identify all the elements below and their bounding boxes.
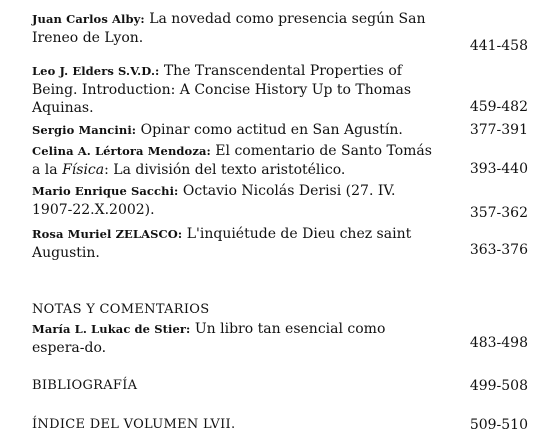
entry-pages: 393-440 xyxy=(469,161,528,177)
toc-entry xyxy=(32,142,432,179)
entry-author: Sergio Mancini: xyxy=(32,123,137,137)
entry-title: The Transcendental Properties of Being. Introduction: A Concise History Up to Thomas Aquinas. xyxy=(32,63,411,116)
indice-heading: ÍNDICE DEL VOLUMEN LVII. xyxy=(32,417,236,432)
toc-entry xyxy=(32,320,432,357)
toc-entry xyxy=(32,182,432,219)
bibliografia-pages: 499-508 xyxy=(469,378,528,394)
entry-title: Octavio Nicolás Derisi (27. IV. 1907-22.X.2002). xyxy=(32,183,396,218)
entry-pages: 459-482 xyxy=(469,99,528,115)
entry-title-rest: : La división del texto aristotélico. xyxy=(104,161,346,178)
entry-pages: 441-458 xyxy=(469,38,528,54)
entry-title: La novedad como presencia según San Ireneo de Lyon. xyxy=(32,11,426,46)
entry-title: L'inquiétude de Dieu chez saint Augustin. xyxy=(32,226,412,261)
entry-author: Juan Carlos Alby: xyxy=(32,12,145,26)
entry-title: Opinar como actitud en San Agustín. xyxy=(136,122,403,138)
bibliografia-heading: BIBLIOGRAFÍA xyxy=(32,378,138,393)
entry-title-italic: Física xyxy=(62,161,105,178)
entry-pages: 377-391 xyxy=(469,122,528,138)
notes-heading: NOTAS Y COMENTARIOS xyxy=(32,302,210,317)
entry-pages: 483-498 xyxy=(469,335,528,351)
entry-pages: 363-376 xyxy=(469,242,528,258)
entry-title: El comentario de Santo Tomás a la xyxy=(32,143,432,178)
toc-entry xyxy=(32,225,432,262)
entry-title: Un libro tan esencial como espera-do. xyxy=(32,321,386,356)
toc-entry xyxy=(32,62,432,118)
entry-author: Leo J. Elders S.V.D.: xyxy=(32,64,160,78)
entry-author: Rosa Muriel ZELASCO: xyxy=(32,227,183,241)
entry-author: Mario Enrique Sacchi: xyxy=(32,184,179,198)
indice-pages: 509-510 xyxy=(469,417,528,433)
entry-pages: 357-362 xyxy=(469,205,528,221)
entry-author: María L. Lukac de Stier: xyxy=(32,322,191,336)
toc-entry xyxy=(32,121,432,140)
entry-author: Celina A. Lértora Mendoza: xyxy=(32,144,211,158)
toc-entry xyxy=(32,10,432,47)
